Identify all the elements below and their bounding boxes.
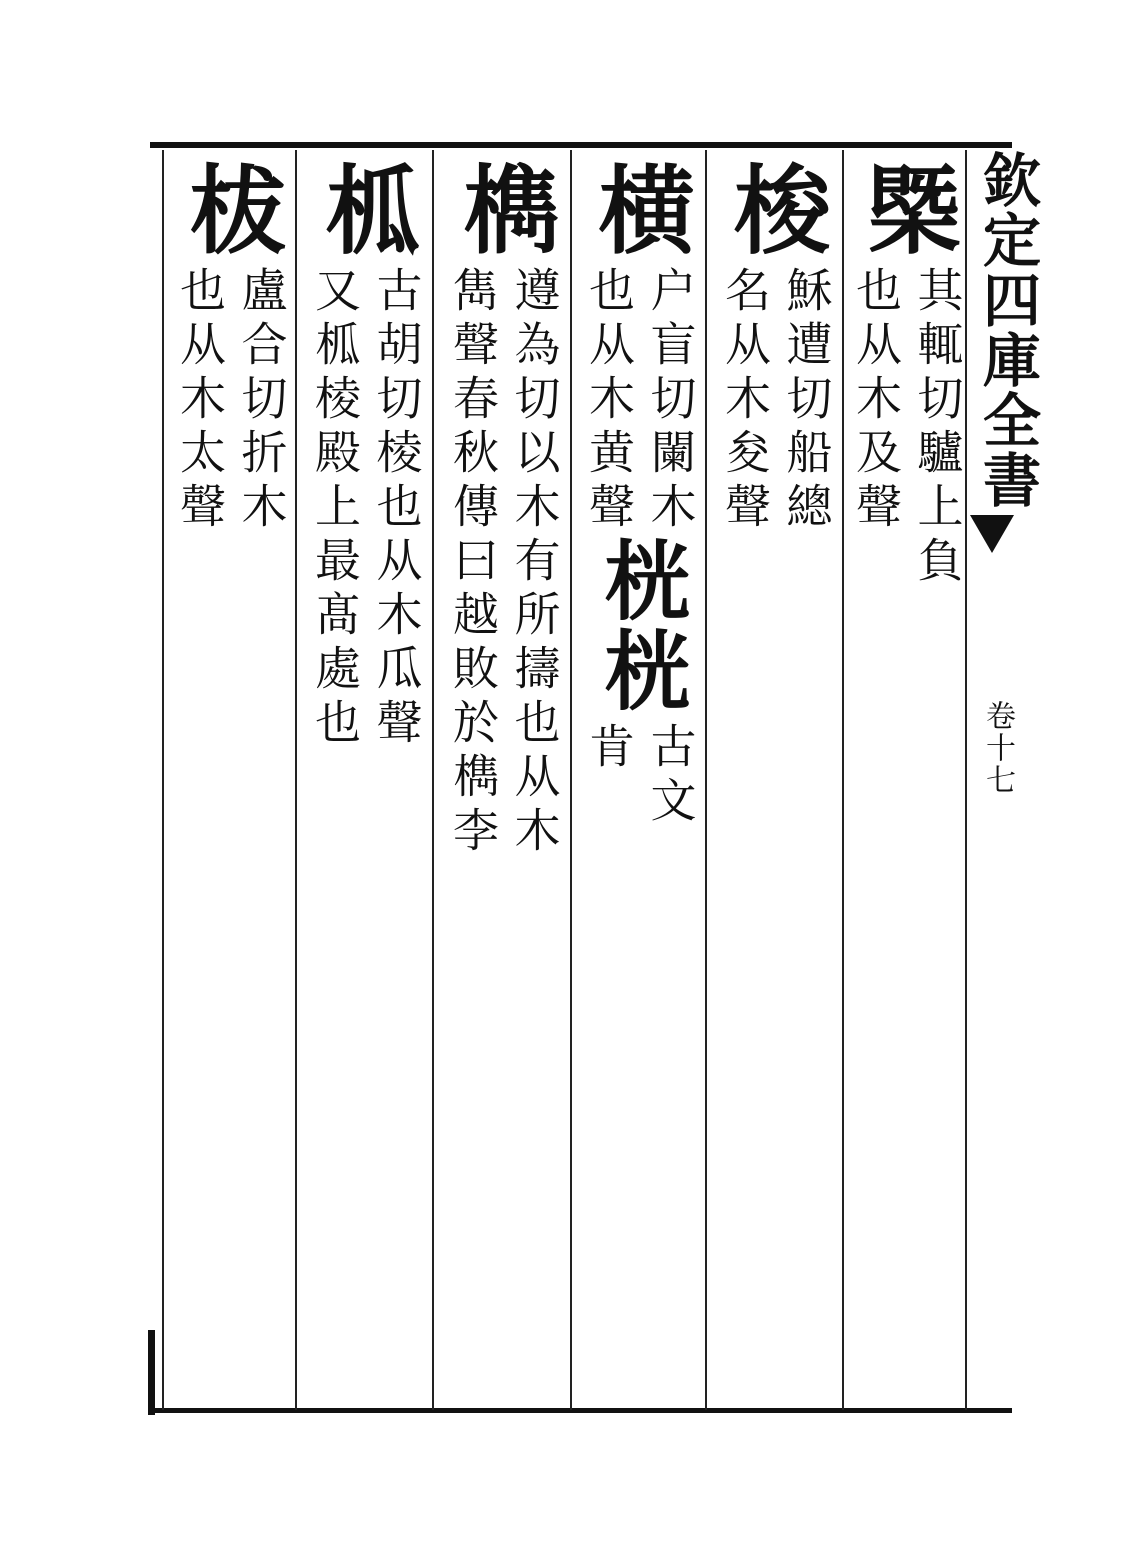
annotation-left: 肯 xyxy=(582,722,636,776)
bottom-border-rule xyxy=(150,1408,1012,1413)
annotation xyxy=(716,266,835,536)
column-divider xyxy=(570,150,572,1410)
annotation-left: 雋聲春秋傳曰越敗於檇李 xyxy=(446,266,500,860)
annotation-right: 遵為切以木有所擣也从木 xyxy=(507,266,562,860)
annotation-right: 古文 xyxy=(643,722,698,830)
column-divider xyxy=(842,150,844,1410)
annotation-left: 名从木夋聲 xyxy=(718,266,772,536)
seal-variant-character: 桄 xyxy=(589,536,691,626)
entry-column xyxy=(440,160,566,860)
top-border-rule xyxy=(150,142,1012,148)
seal-character: 梭 xyxy=(719,160,833,260)
annotation xyxy=(580,266,699,536)
seal-character: 横 xyxy=(583,160,697,260)
annotation-left: 也从木太聲 xyxy=(173,266,227,536)
annotation-right: 户盲切闌木 xyxy=(643,266,698,536)
annotation-left: 也从木黄聲 xyxy=(582,266,636,536)
annotation-left: 又柧棱殿上最髙處也 xyxy=(308,266,362,752)
entry-column xyxy=(577,160,701,830)
column-divider xyxy=(432,150,434,1410)
entry-column xyxy=(168,160,292,536)
annotation-right: 盧合切折木 xyxy=(234,266,289,536)
seal-character: 柭 xyxy=(174,160,288,260)
entry-column xyxy=(849,160,965,590)
annotation-right: 古胡切棱也从木瓜聲 xyxy=(369,266,424,752)
column-divider xyxy=(295,150,297,1410)
column-divider xyxy=(162,150,164,1410)
annotation-right: 穌遭切船總 xyxy=(779,266,834,536)
annotation xyxy=(580,722,699,830)
annotation xyxy=(306,266,425,752)
annotation xyxy=(444,266,563,860)
seal-variant-character: 桄 xyxy=(589,626,691,716)
entry-column xyxy=(302,160,428,752)
column-divider xyxy=(705,150,707,1410)
seal-character: 柧 xyxy=(309,160,423,260)
seal-character: 檇 xyxy=(447,160,561,260)
annotation-right: 其輒切驢上負 xyxy=(910,266,965,590)
annotation xyxy=(171,266,290,536)
left-border-mark xyxy=(148,1330,155,1415)
fish-tail-mark xyxy=(970,515,1014,553)
volume-number: 卷十七 xyxy=(980,700,1015,796)
book-title: 欽定四庫全書 xyxy=(973,150,1041,510)
seal-character: 㮣 xyxy=(850,160,964,260)
annotation-left: 也从木及聲 xyxy=(849,266,903,536)
entry-column xyxy=(712,160,838,536)
annotation xyxy=(847,266,966,590)
